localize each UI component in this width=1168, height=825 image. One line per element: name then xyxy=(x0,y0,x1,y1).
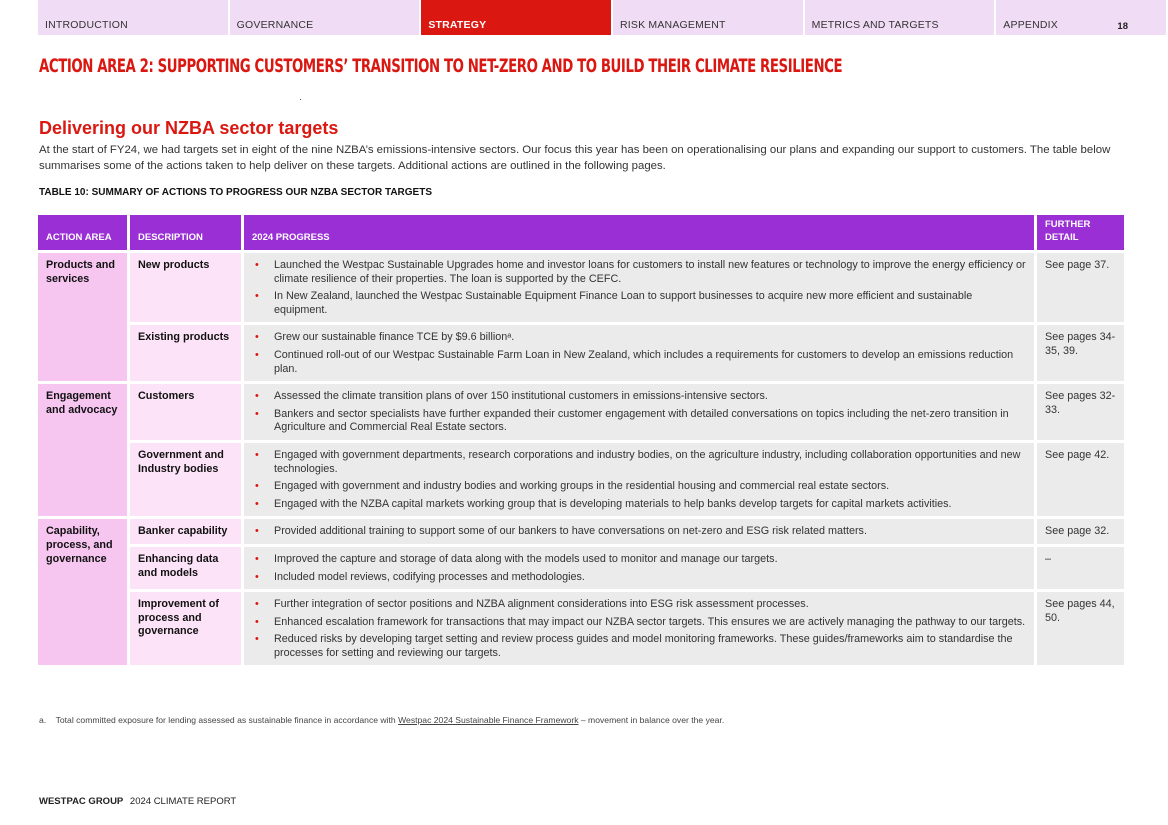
progress-item: • Assessed the climate transition plans of over 150 institutional customers in emissions-intensive sectors. xyxy=(252,390,1026,404)
table-row xyxy=(38,592,1124,665)
progress-item: • Improved the capture and storage of data along with the models used to monitor and manage our targets. xyxy=(252,553,1026,567)
nav-tab-governance[interactable]: GOVERNANCE xyxy=(230,0,420,35)
further-detail-cell: – xyxy=(1037,547,1124,589)
header-action-area: ACTION AREA xyxy=(38,215,127,250)
table-row xyxy=(38,253,1124,322)
header-further-detail: FURTHER DETAIL xyxy=(1037,215,1124,250)
action-area-cell: Engagement and advocacy xyxy=(38,384,127,516)
progress-item: • Grew our sustainable finance TCE by $9.6 billionᵃ. xyxy=(252,331,1026,345)
further-detail-cell: See page 32. xyxy=(1037,519,1124,544)
table-row xyxy=(38,384,1124,440)
description-cell: Improvement of process and governance xyxy=(130,592,241,665)
footnote-marker: a. xyxy=(39,715,47,725)
description-cell: Banker capability xyxy=(130,519,241,544)
top-nav xyxy=(38,0,1168,35)
description-cell: Customers xyxy=(130,384,241,440)
action-area-cell: Capability, process, and governance xyxy=(38,519,127,665)
progress-item: • Continued roll-out of our Westpac Sustainable Farm Loan in New Zealand, which includes a requirements for customers to develop an emissions reduction plan. xyxy=(252,349,1026,376)
progress-item: • Included model reviews, codifying processes and methodologies. xyxy=(252,571,1026,585)
nav-tab-introduction[interactable]: INTRODUCTION xyxy=(38,0,228,35)
progress-cell xyxy=(244,384,1034,440)
footer-report-name: 2024 CLIMATE REPORT xyxy=(129,796,237,807)
further-detail-cell: See page 37. xyxy=(1037,253,1124,322)
progress-item: • Provided additional training to support some of our bankers to have conversations on net-zero and ESG risk related matters. xyxy=(252,525,1026,539)
further-detail-cell: See pages 34-35, 39. xyxy=(1037,325,1124,381)
progress-cell xyxy=(244,325,1034,381)
nav-tab-metrics-and-targets[interactable]: METRICS AND TARGETS xyxy=(805,0,995,35)
description-cell: Government and Industry bodies xyxy=(130,443,241,516)
progress-cell xyxy=(244,592,1034,665)
footer-brand: WESTPAC GROUP xyxy=(39,796,124,807)
intro-paragraph: At the start of FY24, we had targets set in eight of the nine NZBA’s emissions-intensive sectors. Our focus this year has been on operationalising our plans and expanding our support to customers. The table below summarises some of the actions taken to help deliver on these targets. Additional actions are outlined in the following pages. xyxy=(39,144,1111,172)
progress-item: • Further integration of sector positions and NZBA alignment considerations into ESG risk assessment processes. xyxy=(252,598,1026,612)
description-cell: Enhancing data and models xyxy=(130,547,241,589)
progress-cell xyxy=(244,547,1034,589)
progress-cell xyxy=(244,253,1034,322)
section-title: Delivering our NZBA sector targets xyxy=(39,118,339,138)
table-row xyxy=(38,325,1124,381)
page-number: 18 xyxy=(1117,21,1128,32)
progress-item: • Engaged with government and industry bodies and working groups in the residential housing and commercial real estate sectors. xyxy=(252,480,1026,494)
header-description: DESCRIPTION xyxy=(130,215,241,250)
progress-cell xyxy=(244,443,1034,516)
header-progress: 2024 PROGRESS xyxy=(244,215,1034,250)
table-title: TABLE 10: SUMMARY OF ACTIONS TO PROGRESS OUR NZBA SECTOR TARGETS xyxy=(39,187,432,198)
framework-link[interactable]: Westpac 2024 Sustainable Finance Framework xyxy=(398,715,579,725)
decorative-dot xyxy=(300,99,301,100)
nav-tab-appendix[interactable]: APPENDIX xyxy=(996,0,1166,35)
action-area-title: ACTION AREA 2: SUPPORTING CUSTOMERS’ TRANSITION TO NET-ZERO AND TO BUILD THEIR CLIMATE RESILIENCE xyxy=(39,55,843,77)
nav-tab-risk-management[interactable]: RISK MANAGEMENT xyxy=(613,0,803,35)
table-row xyxy=(38,443,1124,516)
summary-table xyxy=(35,212,1127,668)
description-cell: Existing products xyxy=(130,325,241,381)
further-detail-cell: See pages 44, 50. xyxy=(1037,592,1124,665)
footnote-text-after: – movement in balance over the year. xyxy=(580,715,725,725)
footnote xyxy=(39,715,724,725)
table-header-row xyxy=(38,215,1124,250)
description-cell: New products xyxy=(130,253,241,322)
progress-item: • Engaged with government departments, research corporations and industry bodies, on the agriculture industry, including collaboration opportunities and new technologies. xyxy=(252,449,1026,476)
page-footer xyxy=(39,796,236,807)
progress-item: • Enhanced escalation framework for transactions that may impact our NZBA sector targets. This ensures we are actively managing the pathway to our targets. xyxy=(252,616,1026,630)
progress-item: • Reduced risks by developing target setting and review process guides and model monitoring frameworks. These guides/frameworks aim to standardise the processes for setting and reviewing our targets. xyxy=(252,633,1026,660)
progress-item: • In New Zealand, launched the Westpac Sustainable Equipment Finance Loan to support businesses to acquire new more efficient and sustainable equipment. xyxy=(252,290,1026,317)
progress-cell xyxy=(244,519,1034,544)
further-detail-cell: See page 42. xyxy=(1037,443,1124,516)
progress-item: • Bankers and sector specialists have further expanded their customer engagement with detailed conversations on topics including the net-zero transition in Agriculture and Commercial Real Estate sectors. xyxy=(252,408,1026,435)
progress-item: • Launched the Westpac Sustainable Upgrades home and investor loans for customers to install new features or technology to improve the energy efficiency or climate resilience of their properties. The loan is supported by the CEFC. xyxy=(252,259,1026,286)
action-area-cell: Products and services xyxy=(38,253,127,381)
table-row xyxy=(38,547,1124,589)
progress-item: • Engaged with the NZBA capital markets working group that is developing materials to help banks develop targets for capital markets activities. xyxy=(252,498,1026,512)
nav-tab-strategy[interactable]: STRATEGY xyxy=(421,0,611,35)
table-row xyxy=(38,519,1124,544)
footnote-text: Total committed exposure for lending assessed as sustainable finance in accordance with xyxy=(55,715,396,725)
further-detail-cell: See pages 32-33. xyxy=(1037,384,1124,440)
